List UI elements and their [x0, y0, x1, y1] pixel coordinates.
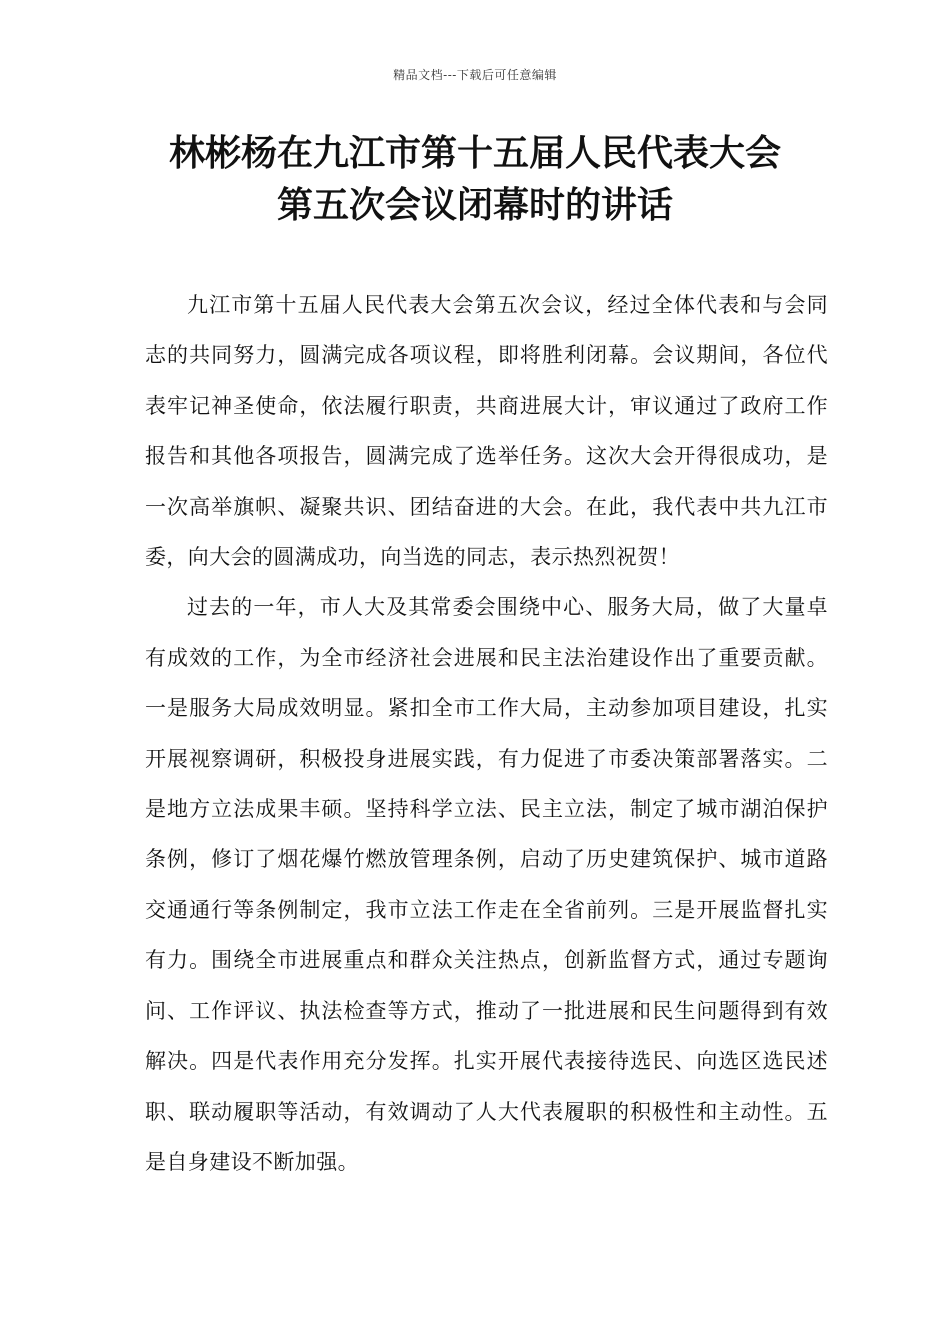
- title-line-1: 林彬杨在九江市第十五届人民代表大会: [168, 133, 781, 174]
- page-title: [120, 128, 830, 232]
- header-note: 精品文档---下载后可任意编辑: [393, 68, 557, 82]
- paragraph-1: 九江市第十五届人民代表大会第五次会议，经过全体代表和与会同志的共同努力，圆满完成各项议程，即将胜利闭幕。会议期间，各位代表牢记神圣使命，依法履行职责，共商进展大计，审议通过了政府工作报告和其他各项报告，圆满完成了选举任务。这次大会开得很成功，是一次高举旗帜、凝聚共识、团结奋进的大会。在此，我代表中共九江市委，向大会的圆满成功，向当选的同志，表示热烈祝贺！: [145, 293, 828, 570]
- document-body: [145, 280, 828, 1187]
- paragraph-2: 过去的一年，市人大及其常委会围绕中心、服务大局，做了大量卓有成效的工作，为全市经济社会进展和民主法治建设作出了重要贡献。一是服务大局成效明显。紧扣全市工作大局，主动参加项目建设，扎实开展视察调研，积极投身进展实践，有力促进了市委决策部署落实。二是地方立法成果丰硕。坚持科学立法、民主立法，制定了城市湖泊保护条例，修订了烟花爆竹燃放管理条例，启动了历史建筑保护、城市道路交通通行等条例制定，我市立法工作走在全省前列。三是开展监督扎实有力。围绕全市进展重点和群众关注热点，创新监督方式，通过专题询问、工作评议、执法检查等方式，推动了一批进展和民生问题得到有效解决。四是代表作用充分发挥。扎实开展代表接待选民、向选区选民述职、联动履职等活动，有效调动了人大代表履职的积极性和主动性。五是自身建设不断加强。: [145, 595, 828, 1174]
- title-line-2: 第五次会议闭幕时的讲话: [276, 185, 673, 226]
